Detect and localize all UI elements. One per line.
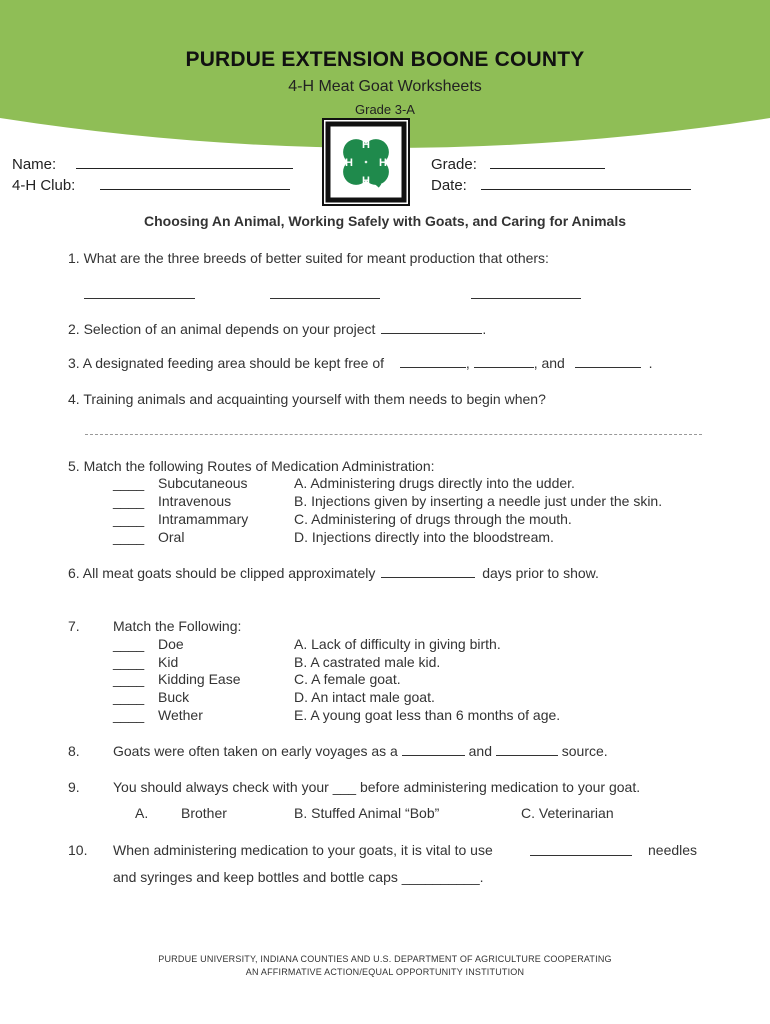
q10-line-2: and syringes and keep bottles and bottle caps __________.: [113, 869, 484, 885]
q5-answer-b: B. Injections given by inserting a needle just under the skin.: [294, 493, 663, 509]
q8-blank-2[interactable]: [496, 743, 558, 756]
page-title: PURDUE EXTENSION BOONE COUNTY: [185, 48, 585, 71]
question-6: [68, 565, 599, 581]
q9-option-a[interactable]: Brother: [181, 805, 227, 821]
question-1: 1. What are the three breeds of better suited for meant production that others:: [68, 250, 549, 266]
club-line[interactable]: [100, 176, 290, 190]
question-2: [68, 321, 486, 337]
svg-text:H: H: [362, 139, 370, 151]
q5-answer-a: A. Administering drugs directly into the udder.: [294, 475, 575, 491]
name-field: [12, 155, 293, 173]
footer-line-1: PURDUE UNIVERSITY, INDIANA COUNTIES AND U.S. DEPARTMENT OF AGRICULTURE COOPERATING: [158, 954, 612, 964]
grade-label: Grade:: [431, 156, 477, 173]
q2-blank[interactable]: [381, 321, 482, 334]
q7-item-3-blank[interactable]: ____: [113, 671, 145, 687]
q7-answer-c: C. A female goat.: [294, 671, 401, 687]
section-heading: Choosing An Animal, Working Safely with Goats, and Caring for Animals: [143, 213, 626, 229]
q2-end: .: [482, 321, 487, 337]
q5-item-3: Intramammary: [158, 511, 249, 527]
q8-mid: and: [468, 743, 492, 759]
name-line[interactable]: [76, 155, 293, 169]
page-subtitle: 4-H Meat Goat Worksheets: [288, 78, 482, 95]
q1-blank-2[interactable]: [270, 298, 380, 299]
date-label: Date:: [431, 177, 467, 194]
q3-end: .: [648, 355, 653, 371]
q7-item-5: Wether: [158, 707, 203, 723]
question-8: [113, 743, 608, 759]
question-9: You should always check with your ___ before administering medication to your goat.: [113, 779, 641, 795]
q8-blank-1[interactable]: [402, 743, 465, 756]
q8-end: source.: [561, 743, 608, 759]
q9-option-b[interactable]: B. Stuffed Animal “Bob”: [294, 805, 440, 821]
q7-item-5-blank[interactable]: ____: [113, 707, 145, 723]
q7-item-1: Doe: [158, 636, 184, 652]
q7-number: 7.: [68, 618, 80, 634]
q10-number: 10.: [68, 842, 88, 858]
q5-item-2: Intravenous: [158, 493, 232, 509]
q1-blank-3[interactable]: [471, 298, 581, 299]
question-3: [68, 355, 653, 371]
q10-end: needles: [648, 842, 698, 858]
q7-item-2-blank[interactable]: ____: [113, 654, 145, 670]
svg-text:H: H: [362, 175, 370, 187]
q5-item-1: Subcutaneous: [158, 475, 248, 491]
q7-answer-b: B. A castrated male kid.: [294, 654, 441, 670]
q6-end: days prior to show.: [482, 565, 599, 581]
question-4: 4. Training animals and acquainting yourself with them needs to begin when?: [68, 391, 546, 407]
q9-number: 9.: [68, 779, 80, 795]
club-label: 4-H Club:: [12, 177, 76, 194]
q7-answer-a: A. Lack of difficulty in giving birth.: [294, 636, 501, 652]
q5-answer-c: C. Administering of drugs through the mouth.: [294, 511, 572, 527]
q3-blank-2[interactable]: [474, 355, 534, 368]
q7-answer-d: D. An intact male goat.: [294, 689, 435, 705]
q3-blank-1[interactable]: [400, 355, 466, 368]
q5-item-1-blank[interactable]: ____: [113, 475, 145, 491]
q2-text: 2. Selection of an animal depends on your project: [68, 321, 376, 337]
q5-item-4-blank[interactable]: ____: [113, 529, 145, 545]
q8-number: 8.: [68, 743, 80, 759]
q7-item-3: Kidding Ease: [158, 671, 241, 687]
question-10: When administering medication to your goats, it is vital to use: [113, 842, 493, 858]
footer-line-2: AN AFFIRMATIVE ACTION/EQUAL OPPORTUNITY INSTITUTION: [245, 967, 525, 977]
q9-option-c[interactable]: C. Veterinarian: [521, 805, 614, 821]
q10-blank-1[interactable]: [530, 855, 632, 856]
q3-comma-2: , and: [533, 355, 565, 371]
grade-field: [431, 155, 605, 173]
q7-answer-e: E. A young goat less than 6 months of age.: [294, 707, 561, 723]
q9-option-a-letter[interactable]: A.: [135, 805, 149, 821]
q5-item-2-blank[interactable]: ____: [113, 493, 145, 509]
q1-blank-1[interactable]: [84, 298, 195, 299]
q7-item-2: Kid: [158, 654, 179, 670]
q3-comma-1: ,: [465, 355, 470, 371]
q7-item-4-blank[interactable]: ____: [113, 689, 145, 705]
clover-logo-icon: [322, 118, 410, 206]
q7-item-4: Buck: [158, 689, 190, 705]
grade-level: Grade 3-A: [355, 102, 415, 117]
svg-text:H: H: [379, 157, 387, 169]
q4-answer-line[interactable]: [85, 434, 702, 435]
svg-text:H: H: [345, 157, 353, 169]
q3-text: 3. A designated feeding area should be kept free of: [68, 355, 385, 371]
date-field: [431, 176, 691, 194]
date-line[interactable]: [481, 176, 691, 190]
name-label: Name:: [12, 156, 57, 173]
club-field: [12, 176, 290, 194]
q6-text: 6. All meat goats should be clipped approximately: [68, 565, 376, 581]
q8-text: Goats were often taken on early voyages as a: [113, 743, 398, 759]
grade-line[interactable]: [490, 155, 605, 169]
q6-blank[interactable]: [381, 565, 475, 578]
question-7: Match the Following:: [113, 618, 242, 634]
q5-answer-d: D. Injections directly into the bloodstream.: [294, 529, 554, 545]
q5-item-4: Oral: [158, 529, 185, 545]
question-5: 5. Match the following Routes of Medication Administration:: [68, 458, 435, 474]
q7-item-1-blank[interactable]: ____: [113, 636, 145, 652]
q5-item-3-blank[interactable]: ____: [113, 511, 145, 527]
q3-blank-3[interactable]: [575, 355, 641, 368]
